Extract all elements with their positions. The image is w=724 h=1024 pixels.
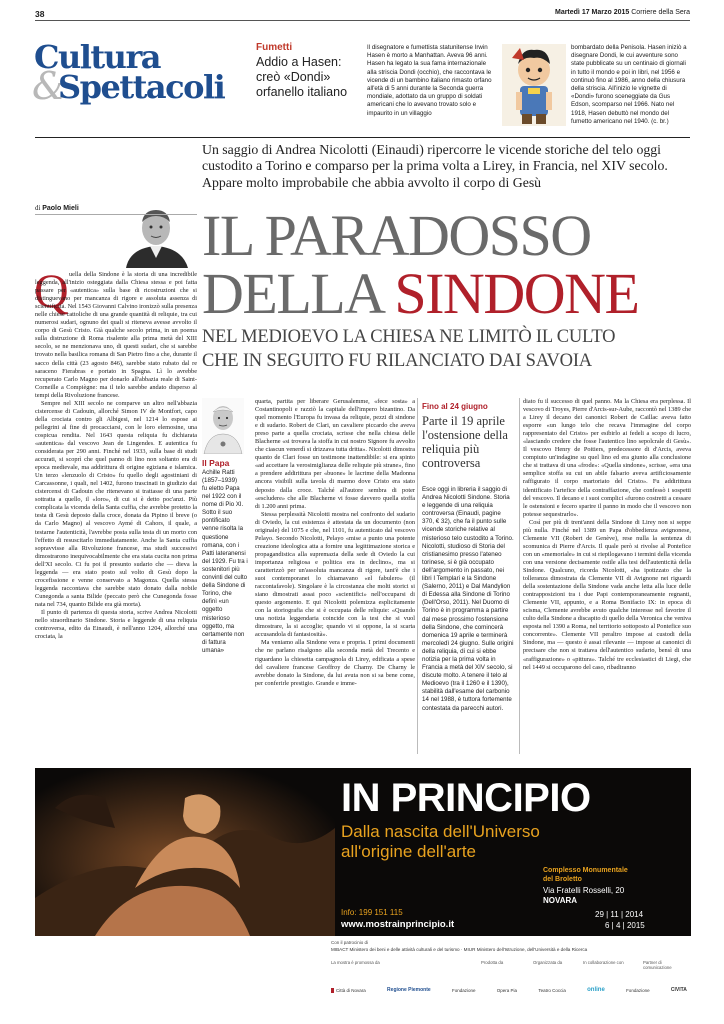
ad-venue1: Complesso Monumentale (543, 867, 628, 874)
section-line1: Cultura (34, 38, 161, 76)
logo-opera-pia: Opera Pia (496, 987, 518, 993)
ad-credit5: Partner di comunicazione (643, 960, 672, 970)
article-summary: Un saggio di Andrea Nicolotti (Einaudi) ripercorre le vicende storiche del telo oggi custodito a Torino e comparso per la prima volta a Lirey, in Francia, nel XIV secolo. Appare molto improbabile che abbia avvolto il corpo di Gesù (202, 142, 668, 190)
byline-author: Paolo Mieli (42, 205, 79, 212)
headline-sindone: SINDONE (394, 261, 639, 326)
col3-para: quarta, partita per liberare Gerusalemme, «fece sosta» a Costantinopoli e razziò la capitale dell'impero bizantino. Da quel momento l'Europa fu invasa da reliquie, pezzi di sindone e di sudario. Robert de Clari, un cavaliere piccardo che aveva preso parte a quella crociata, scrisse che nella chiesa delle Blacherne «si trovava la stoffa in cui nostro Signore fu avvolto che ciascun venerdì si drizzava tutta dritta». Nicolotti dimostra quanto de Clari fosse un testimone inattendibile: si era spinto «ad accettare la verosimiglianza delle reliquie più strane», fino a prendere addirittura per «buone» le lacrime della Madonna ancora visibili sulla tavola di marmo dove Cristo era stato deposto dalla croce. Talché all'autore sembra di poter «escludere» che alle Blacherne vi fosse davvero quella stoffa di 1.200 anni prima. (255, 398, 415, 510)
col1-para: uella della Sindone è la storia di una incredibile leggenda, all'inizio osteggiata dalla Chiesa stessa e poi fatta passare per «autentica» sulla base di ricostruzioni che si distinguevano per mancanza di rigore e assoluta assenza di scientificità. Nel 1543 Giovanni Calvino ironizzò sulla presenza nelle chiese cattoliche di una grande quantità di reliquie, tra cui numerosi sudari, ognuno dei quali si riteneva avesse avvolto il corpo di Gesù Cristo. Già qualche secolo prima, in un poema sulla distruzione di Roma risalente alla prima metà del XIII secolo, se ne menzionava uno, di questi sudari, che si sarebbe trovato nella basilica romana di San Pietro fino a che, durante il sacco della città (23 agosto 846), sarebbe stato rubato dal re saraceno Fierabras e portato in Spagna. Lì lo avrebbe recuperato Carlo Magno per donarlo all'abbazia reale di Saint-Corneille a Compiègne: ma il telo sarebbe andato disperso al tempi della Rivoluzione francese. (35, 271, 197, 399)
box-kicker: Fino al 24 giugno (422, 402, 488, 411)
fumetti-kicker: Fumetti (256, 42, 293, 53)
byline (35, 204, 79, 212)
box-title: Parte il 19 aprile l'ostensione della reliquia più controversa (422, 414, 508, 470)
ad-date1: 29 | 11 | 2014 (595, 910, 644, 919)
ad-title: IN PRINCIPIO (341, 776, 591, 820)
ad-credits (35, 938, 691, 1008)
fumetti-text-2 (571, 44, 690, 130)
header-dateline (555, 9, 690, 16)
header-date: Martedì 17 Marzo 2015 (554, 9, 630, 16)
ad-venue2: del Broletto (543, 876, 582, 883)
col1-para: Sempre nel XIII secolo ne comparve un altro nell'abbazia cistercense di Cadouin, allorché Simon IV de Montfort, capo della crociata contro gli Albigesi, nel 1214 lo espose ai pellegrini al fine di procacciarsi, con le loro elemosine, una cospicua rendita. Nel 1643 questa reliquia fu dichiarata «autentica» dal vescovo Jean de Lingendes. E autentica fu considerata per 290 anni. Finché nel 1933, sulla base di studi accurati, si scoprì che quel panno di lino non soltanto era di epoca medievale, ma addirittura di origine egiziana e islamica. Un terzo «lenzuolo di Cristo» fu quello degli agostiniani di Carcassonne, i quali, nel 1402, furono trascinati in giudizio dai cistercensi di Cadouin che ritenevano si trattasse di una parte sottratta a quello, il «loro», di cui si è detto poc'anzi. Più complicata la vicenda della Santa cuffia, che avrebbe protetto la testa di Gesù deposto dalla croce, donata da Pipino il breve (o da Carlo Magno) al vescovo Aymé di Cahors, il quale, a testarne l'autenticità, l'avrebbe posta sulla testa di un morto con l'effetto di resuscitarlo immediatamente. Anche la Santa cuffia sopravvisse alla Rivoluzione francese, ma studi successivi dimostrarono inequivocabilmente che era stata cucita non prima dell'XI secolo. Ci fu poi il presunto sudario che — dieva la leggenda — era stato posto sul volto di Gesù dopo la crocefissione e venne conservato a Magonza. Quella stessa leggenda raccontava che sarebbe stato donato dalla nobile Cunegonda a santa Bilide (peccato però che Cunegonda fosse nata nel 734, quanto Bilide era già morta). (35, 399, 197, 608)
section-title (34, 40, 244, 112)
article-column-5 (523, 398, 691, 755)
ad-credit2: Prodotta da (481, 960, 504, 965)
ad-subtitle1: Dalla nascita dell'Universo (341, 822, 540, 841)
ad-logo-row (331, 982, 687, 998)
pope-bio: fu eletto Papa nel 1922 con il nome di Pio XI. Sotto il suo pontificato venne risolta la questione romana, con i Patti lateranensi del 1929. Fu tra i sostenitori più convinti del culto della Sindone di Torino, che definì «un oggetto misterioso oggetto, ma certamente non di fattura umana» (202, 485, 248, 654)
headline-line2a: DELLA (202, 261, 395, 326)
logo-online: online (587, 987, 605, 993)
advertisement (35, 768, 691, 936)
col5-para: diato fu il successo di quel panno. Ma la Chiesa era perplessa. Il vescovo di Troyes, Pierre d'Arcis-sur-Aube, raccontò nel 1389 che a Lirey il decano dei canonici Robert de Caillac aveva fatto esporre «un lungo telo che recava l'immagine del corpo rappresentato del Cristo» per esibirlo ai fedeli a scopo di lucro, «lasciando credere che fosse l'autentico lino sepolcrale di Gesù». Il vescovo Henry de Poitiers, predecessore di d'Arcis, aveva compiuto un'indagine su quel lino ed era giunto alla conclusione che si trattava di una «frode»: «Quella sindone», scrisse, «era una semplice stoffa su cui un abile falsario aveva artificiosamente raffigurato il corpo martoriato del Cristo». Fu addirittura identificato l'artefice della contraffazione, che confessò i sospetti del vescovo. Il decano e i suoi complici «furono costretti a cessare le ostensioni e fecero sparire il panno in modo che il vescovo non potesse sequestrarlo». (523, 398, 691, 518)
box-para: Esce oggi in libreria il saggio di Andrea Nicolotti Sindone. Storia e leggende di una reliquia controversa (Einaudi, pagine 370, € 32), che fa il punto sulle vicende storiche relative al misterioso telo custodito a Torino. Nicolotti, studioso di Storia del cristianesimo presso l'ateneo torinese, si è già occupato dell'argomento in passato, nei libri I Templari e la Sindone (Salerno, 2011) e Dal Mandylion di Edessa alla Sindone di Torino (Dell'Orso, 2011). Nel Duomo di Torino è in programma a partire dal mese prossimo l'ostensione della Sindone, che comincerà domenica 19 aprile e terminerà mercoledì 24 giugno. Sulle origini della reliquia, di cui si ebbe notizia per la prima volta in Francia a metà del XIV secolo, si discute molto. A tenere il telo al Medioevo (tra il 1260 e il 1390), stabilità dall'esame del carbonio 14 nel 1988, è tuttora fortemente contestata da parecchi autori. (422, 486, 514, 712)
logo-regione: Regione Piemonte (387, 987, 431, 993)
dropcap: Q (34, 265, 69, 318)
headline-line1: IL PARADOSSO (202, 203, 591, 268)
ad-sponsors: MIBACT Ministero dei beni e delle attività culturali e del turismo · MIUR Ministero dell'Istruzione, dell'Università e della Ricerca (331, 947, 588, 952)
dondi-cartoon (502, 44, 566, 126)
logo-teatro: Teatro Coccia (538, 987, 566, 993)
page-number: 38 (35, 9, 45, 19)
section-line2: Spettacoli (58, 68, 225, 106)
fumetti-text (367, 44, 495, 130)
ad-address: Via Fratelli Rosselli, 20 (543, 886, 625, 895)
box-text (422, 486, 514, 754)
ad-city: NOVARA (543, 896, 578, 905)
pope-title: Il Papa (202, 458, 230, 468)
subhead-line1: NEL MEDIOEVO LA CHIESA NE LIMITÒ IL CULTO (202, 327, 616, 347)
article-column-1 (34, 265, 197, 755)
article-column-3 (255, 398, 415, 755)
logo-citta-novara: Città di Novara (331, 988, 366, 993)
ad-subtitle2: all'origine dell'arte (341, 842, 477, 861)
ad-credit4: In collaborazione con (583, 960, 624, 965)
fumetti-headline: Addio a Hasen: creò «Dondi» orfanello italiano (256, 55, 348, 99)
col3-para: Ma veniamo alla Sindone vera e propria. I primi documenti che ne parlano risalgono alla seconda metà del Trecento e riguardano la chiesetta campagnola di Lirey, edificata a spese del cavaliere francese Geoffroy de Charny. De Charny le avrebbe donato la Sindone, da lui avuta non si sa bene come, per conferirle prestigio. Grande e imme- (255, 639, 415, 687)
ad-website: www.mostrainprincipio.it (341, 919, 455, 930)
col3-para: Stessa perplessità Nicolotti mostra nel confronto del sudario di Oviedo, la cui esistenza è attestata da un documento (non originale) del 1075 e che, nel 1101, fu autenticato dal vescovo Pelayo. Secondo Nicolotti, Pelayo «mise a punto una potente creazione ideologica atta a fornire una legittimazione storica e propagandistica alla supremazia della sede di Oviedo la cui importanza religiosa e politica era in declino», ma si caratterizzò per un'assoluta mancanza di rigore, tant'è che i suoi contemporanei lo chiamavano «el fabulero» (il raccontafavole). Singolare è la circostanza che molti storici si siano dimostrati assai poco «scientifici» nell'occuparsi di questo argomento. E qui Nicolotti polemizza esplicitamente con la storiografia che si è occupata delle reliquie: «Quando una notizia leggendaria coincide con la tesi che si vuol dimostrare, la si accoglie; quando vi si oppone, la si scarta accusandola di fantasiosità». (255, 510, 415, 639)
ad-date2: 6 | 4 | 2015 (605, 921, 645, 930)
byline-prefix: di (35, 204, 41, 212)
author-portrait (118, 202, 196, 268)
logo-fondazione: Fondazione (451, 987, 476, 993)
ad-credit3: Organizzata da (533, 960, 563, 965)
ad-venue (543, 866, 628, 884)
ad-painting (35, 768, 335, 936)
subhead-line2: CHE IN SEGUITO FU RILANCIATO DAI SAVOIA (202, 351, 592, 371)
ad-info: Info: 199 151 115 (341, 908, 403, 917)
col5-para: Così per più di trent'anni della Sindone di Lirey non si seppe più nulla. Finché nel 1389 un Papa d'obbedienza avignonese, Clemente VII (Robert de Genève), rese nulla la sentenza di scomunica di Pierre d'Arcis. Il quale però si rivolse al Pontefice con un «memoriale» in cui si riepilogavano i termini della vicenda con una versione decisamente ostile alla tesi dell'autenticità della Sindone. Qualcuno, ricorda Nicolotti, «ha ipotizzato che la tolleranza dimostrata da Clemente VII di Avignone nei riguardi della sostentazione della Sindone vada anche letta alla luce delle contrapposizioni tra i due Papi contemporaneamente regnanti, Clemente VII, appunto, e a Roma Bonifacio IX: in epoca di scisma, Clemente avrebbe avuto qualche interesse nel favorire il culto della Sindone a discapito di quello della Veronica che veniva esposta nel 1390 a Roma, nel territorio sottoposto al Pontefice suo concorrente». Clemente VII peraltro impose ai custodi della Sindone, ma — questo è assai rilevante — impose ai canonici di precisare che non si trattava dell'autentico sudario, bensì di una «raffigurazione» o «pittura». Talché tre ecclesiastici di Liegi, che nel 1449 si occuparono del caso, ribadiranno (523, 518, 691, 671)
fumetti-text1: Il disegnatore e fumettista statunitense Irwin Hasen è morto a Manhattan. Aveva 96 anni. Hasen ha legato la sua fama internazionale alla striscia Dondi (occhio), che raccontava le vicende di un bambino italiano rimasto orfano all'età di 5 anni durante la Seconda guerra mondiale, adottato da un gruppo di soldati americani che lo avevano trovato solo e impaurito in un villaggio (367, 44, 492, 117)
ad-credit1: La mostra è promossa da (331, 960, 380, 965)
pope-photo (202, 398, 244, 454)
headline-line2 (202, 261, 639, 326)
pope-name: Achille Ratti (202, 469, 235, 476)
logo-civita: CIVITA (670, 987, 687, 993)
ad-patronage: Con il patrocinio di (331, 940, 369, 945)
pope-text (202, 485, 248, 745)
pope-dates: (1857–1939) (202, 477, 238, 484)
fumetti-text2: bombardato della Penisola. Hasen iniziò a disegnare Dondi, le cui avventure sono state pubblicate su un centinaio di giornali in tutto il mondo e poi in libri, nel 1956 e continuò fino al 1986, anno della chiusura della striscia. All'inizio le vignette di «Dondi» furono sceneggiate da Gus Edson, scomparso nel 1966. Nato nel 1918, Hasen debuttò nel mondo del fumetto americano nel 1940. (c. br.) (571, 44, 687, 125)
header-newspaper: Corriere della Sera (631, 9, 690, 16)
section-ampersand: & (32, 64, 66, 108)
logo-fondazione-2: Fondazione (626, 987, 650, 993)
col1-para: Il punto di partenza di questa storia, scrive Andrea Nicolotti nello straordinario Sindone. Storia e leggende di una reliquia controversa, edito da Einaudi, è nell'anno 1204, allorché una crociata, la (35, 608, 197, 641)
